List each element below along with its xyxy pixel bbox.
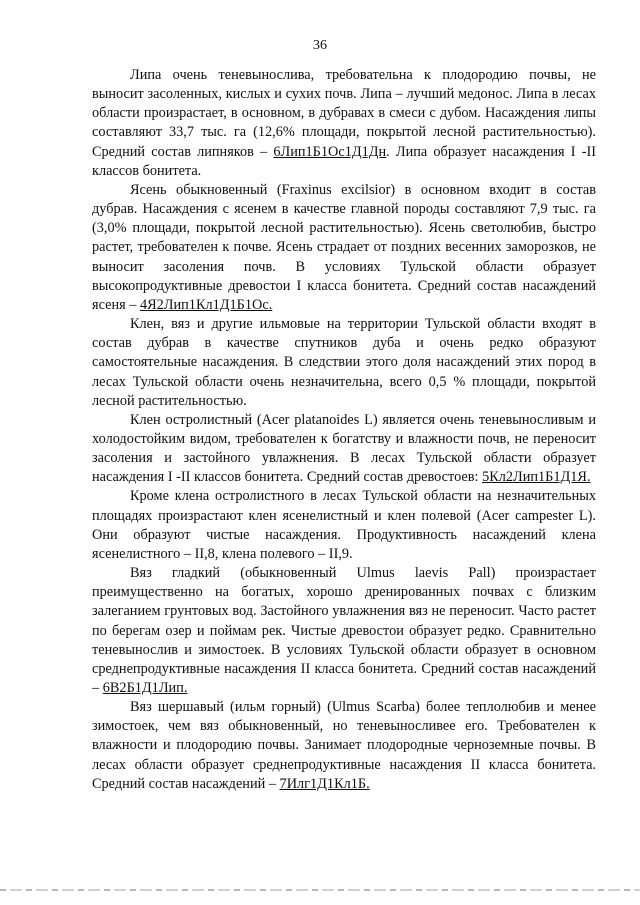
composition-formula: 5Кл2Лип1Б1Д1Я. [482, 469, 591, 486]
paragraph-wych-elm: Вяз шершавый (ильм горный) (Ulmus Scarba) более теплолюбив и менее зимостоек, чем вяз обыкновенный, но теневыносливее его. Требователен к влажности и плодородию почвы. Занимает плодородные черноземные почвы. В лесах области образует среднепродуктивные насаждения II класса бонитета. Средний состав насаждений – 7Илг1Д1Кл1Б. [92, 699, 596, 792]
document-body [92, 66, 596, 794]
composition-formula: 6Лип1Б1Ос1Д1Дн [273, 143, 387, 160]
paragraph-ash: Ясень обыкновенный (Fraxinus excilsior) в основном входит в состав дубрав. Насаждения с ясенем в качестве главной породы составляют 7,9 тыс. га (3,0% площади, покрытой лесной растительностью). Ясень светолюбив, быстро растет, требователен к почве. Ясень страдает от поздних весенних заморозков, не выносит засоления почв. В условиях Тульской области образует высокопродуктивные древостои I класса бонитета. Средний состав насаждений ясеня – 4Я2Лип1Кл1Д1Б1Ос. [92, 181, 596, 313]
page-number: 36 [313, 38, 327, 53]
scan-edge-artifact [0, 889, 640, 891]
paragraph-linden: Липа очень теневынослива, требовательна к плодородию почвы, не выносит засоленных, кислых и сухих почв. Липа – лучший медонос. Липа в лесах области произрастает, в основном, в дубравах в смеси с дубом. Насаждения липы составляют 33,7 тыс. га (12,6% площади, покрытой лесной растительностью). Средний состав липняков – 6Лип1Б1Ос1Д1Дн. Липа образует насаждения I -II классов бонитета. [92, 67, 596, 179]
composition-formula: 4Я2Лип1Кл1Д1Б1Ос. [139, 296, 273, 313]
composition-formula: 6В2Б1Д1Лип. [102, 680, 188, 696]
composition-formula: 7Илг1Д1Кл1Б. [279, 775, 370, 792]
paragraph-other-maples: Кроме клена остролистного в лесах Тульской области на незначительных площадях произрастают клен ясенелистный и клен полевой (Acer campester L). Они образуют чистые насаждения. Продуктивность насаждений клена ясенелистного – II,8, клена полевого – II,9. [92, 488, 596, 562]
paragraph-norway-maple: Клен остролистный (Acer platanoides L) является очень теневыносливым и холодостойким видом, требователен к богатству и влажности почв, не переносит засоления и застойного увлажнения. В лесах Тульской области образует насаждения I -II классов бонитета. Средний состав древостоев: 5Кл2Лип1Б1Д1Я. [92, 411, 596, 486]
paragraph-smooth-elm: Вяз гладкий (обыкновенный Ulmus laevis Pall) произрастает преимущественно на богатых, хорошо дренированных почвах с близким залеганием грунтовых вод. Застойного увлажнения вяз не переносит. Часто растет по берегам озер и поймам рек. Чистые древостои образует редко. Сравнительно теневынослив и зимостоек. В условиях Тульской области образует в основном среднепродуктивные насаждения II класса бонитета. Средний состав насаждений – 6В2Б1Д1Лип. [92, 565, 596, 696]
paragraph-maple-elm: Клен, вяз и другие ильмовые на территории Тульской области входят в состав дубрав в качестве спутников дуба и очень редко образуют самостоятельные насаждения. В следствии этого доля насаждений этих пород в лесах Тульской области очень незначительна, всего 0,5 % площади, покрытой лесной растительностью. [92, 316, 596, 409]
